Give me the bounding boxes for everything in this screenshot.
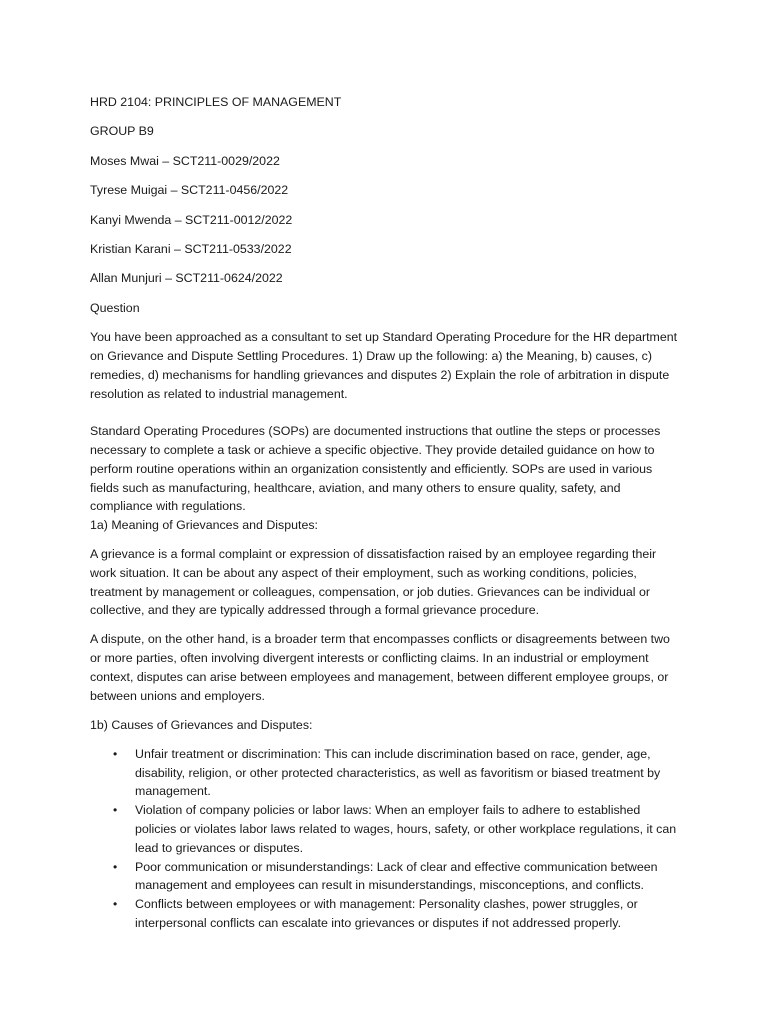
member-line: Kanyi Mwenda – SCT211-0012/2022 — [90, 212, 293, 227]
bullet-icon: • — [113, 859, 118, 874]
bullet-icon: • — [113, 803, 118, 818]
member-line: Kristian Karani – SCT211-0533/2022 — [90, 241, 292, 256]
list-item-text: Poor communication or misunderstandings: Lack of clear and effective communication between management and employees can result in misunderstandings, misconceptions, and conflicts. — [135, 859, 658, 893]
section-heading-1b: 1b) Causes of Grievances and Disputes: — [90, 717, 313, 732]
grievance-paragraph: A grievance is a formal complaint or expression of dissatisfaction raised by an employee regarding their work situation. It can be about any aspect of their employment, such as working conditions, policies, treatment by management or colleagues, compensation, or job duties. Grievances can be individual or collective, and they are typically addressed through a formal grievance procedure. — [90, 547, 657, 618]
member-line: Tyrese Muigai – SCT211-0456/2022 — [90, 183, 289, 198]
dispute-paragraph: A dispute, on the other hand, is a broader term that encompasses conflicts or disagreements between two or more parties, often involving divergent interests or conflicting claims. In an industrial or employment context, disputes can arise between employees and management, between different employee groups, or between unions and employers. — [90, 632, 670, 703]
document-body — [90, 93, 680, 933]
list-item-text: Unfair treatment or discrimination: This can include discrimination based on race, gender, age, disability, religion, or other protected characteristics, as well as favoritism or biased treatment by management. — [135, 746, 661, 799]
blank-line — [90, 403, 680, 422]
list-item-text: Violation of company policies or labor laws: When an employer fails to adhere to established policies or violates labor laws related to wages, hours, safety, or other workplace regulations, it can lead to grievances or disputes. — [135, 803, 677, 855]
member-line: Moses Mwai – SCT211-0029/2022 — [90, 153, 280, 168]
bullet-icon: • — [113, 897, 118, 912]
list-item — [90, 895, 680, 933]
section-heading-1a: 1a) Meaning of Grievances and Disputes: — [90, 518, 318, 533]
list-item — [90, 745, 680, 801]
question-paragraph: You have been approached as a consultant to set up Standard Operating Procedure for the HR department on Grievance and Dispute Settling Procedures. 1) Draw up the following: a) the Meaning, b) causes, c) remedies, d) mechanisms for handling grievances and disputes 2) Explain the role of arbitration in dispute resolution as related to industrial management. — [90, 330, 678, 401]
sop-paragraph: Standard Operating Procedures (SOPs) are documented instructions that outline the steps or processes necessary to complete a task or achieve a specific objective. They provide detailed guidance on how to perform routine operations within an organization consistently and efficiently. SOPs are used in various fields such as manufacturing, healthcare, aviation, and many others to ensure quality, safety, and compliance with regulations. — [90, 424, 661, 514]
member-line: Allan Munjuri – SCT211-0624/2022 — [90, 271, 283, 286]
list-item-text: Conflicts between employees or with management: Personality clashes, power struggles, or interpersonal conflicts can escalate into grievances or disputes if not addressed properly. — [135, 897, 638, 930]
causes-list — [90, 745, 680, 933]
list-item — [90, 801, 680, 857]
group-label: GROUP B9 — [90, 124, 154, 139]
list-item — [90, 858, 680, 896]
question-label: Question — [90, 300, 140, 315]
course-title: HRD 2104: PRINCIPLES OF MANAGEMENT — [90, 95, 342, 109]
bullet-icon: • — [113, 746, 118, 761]
